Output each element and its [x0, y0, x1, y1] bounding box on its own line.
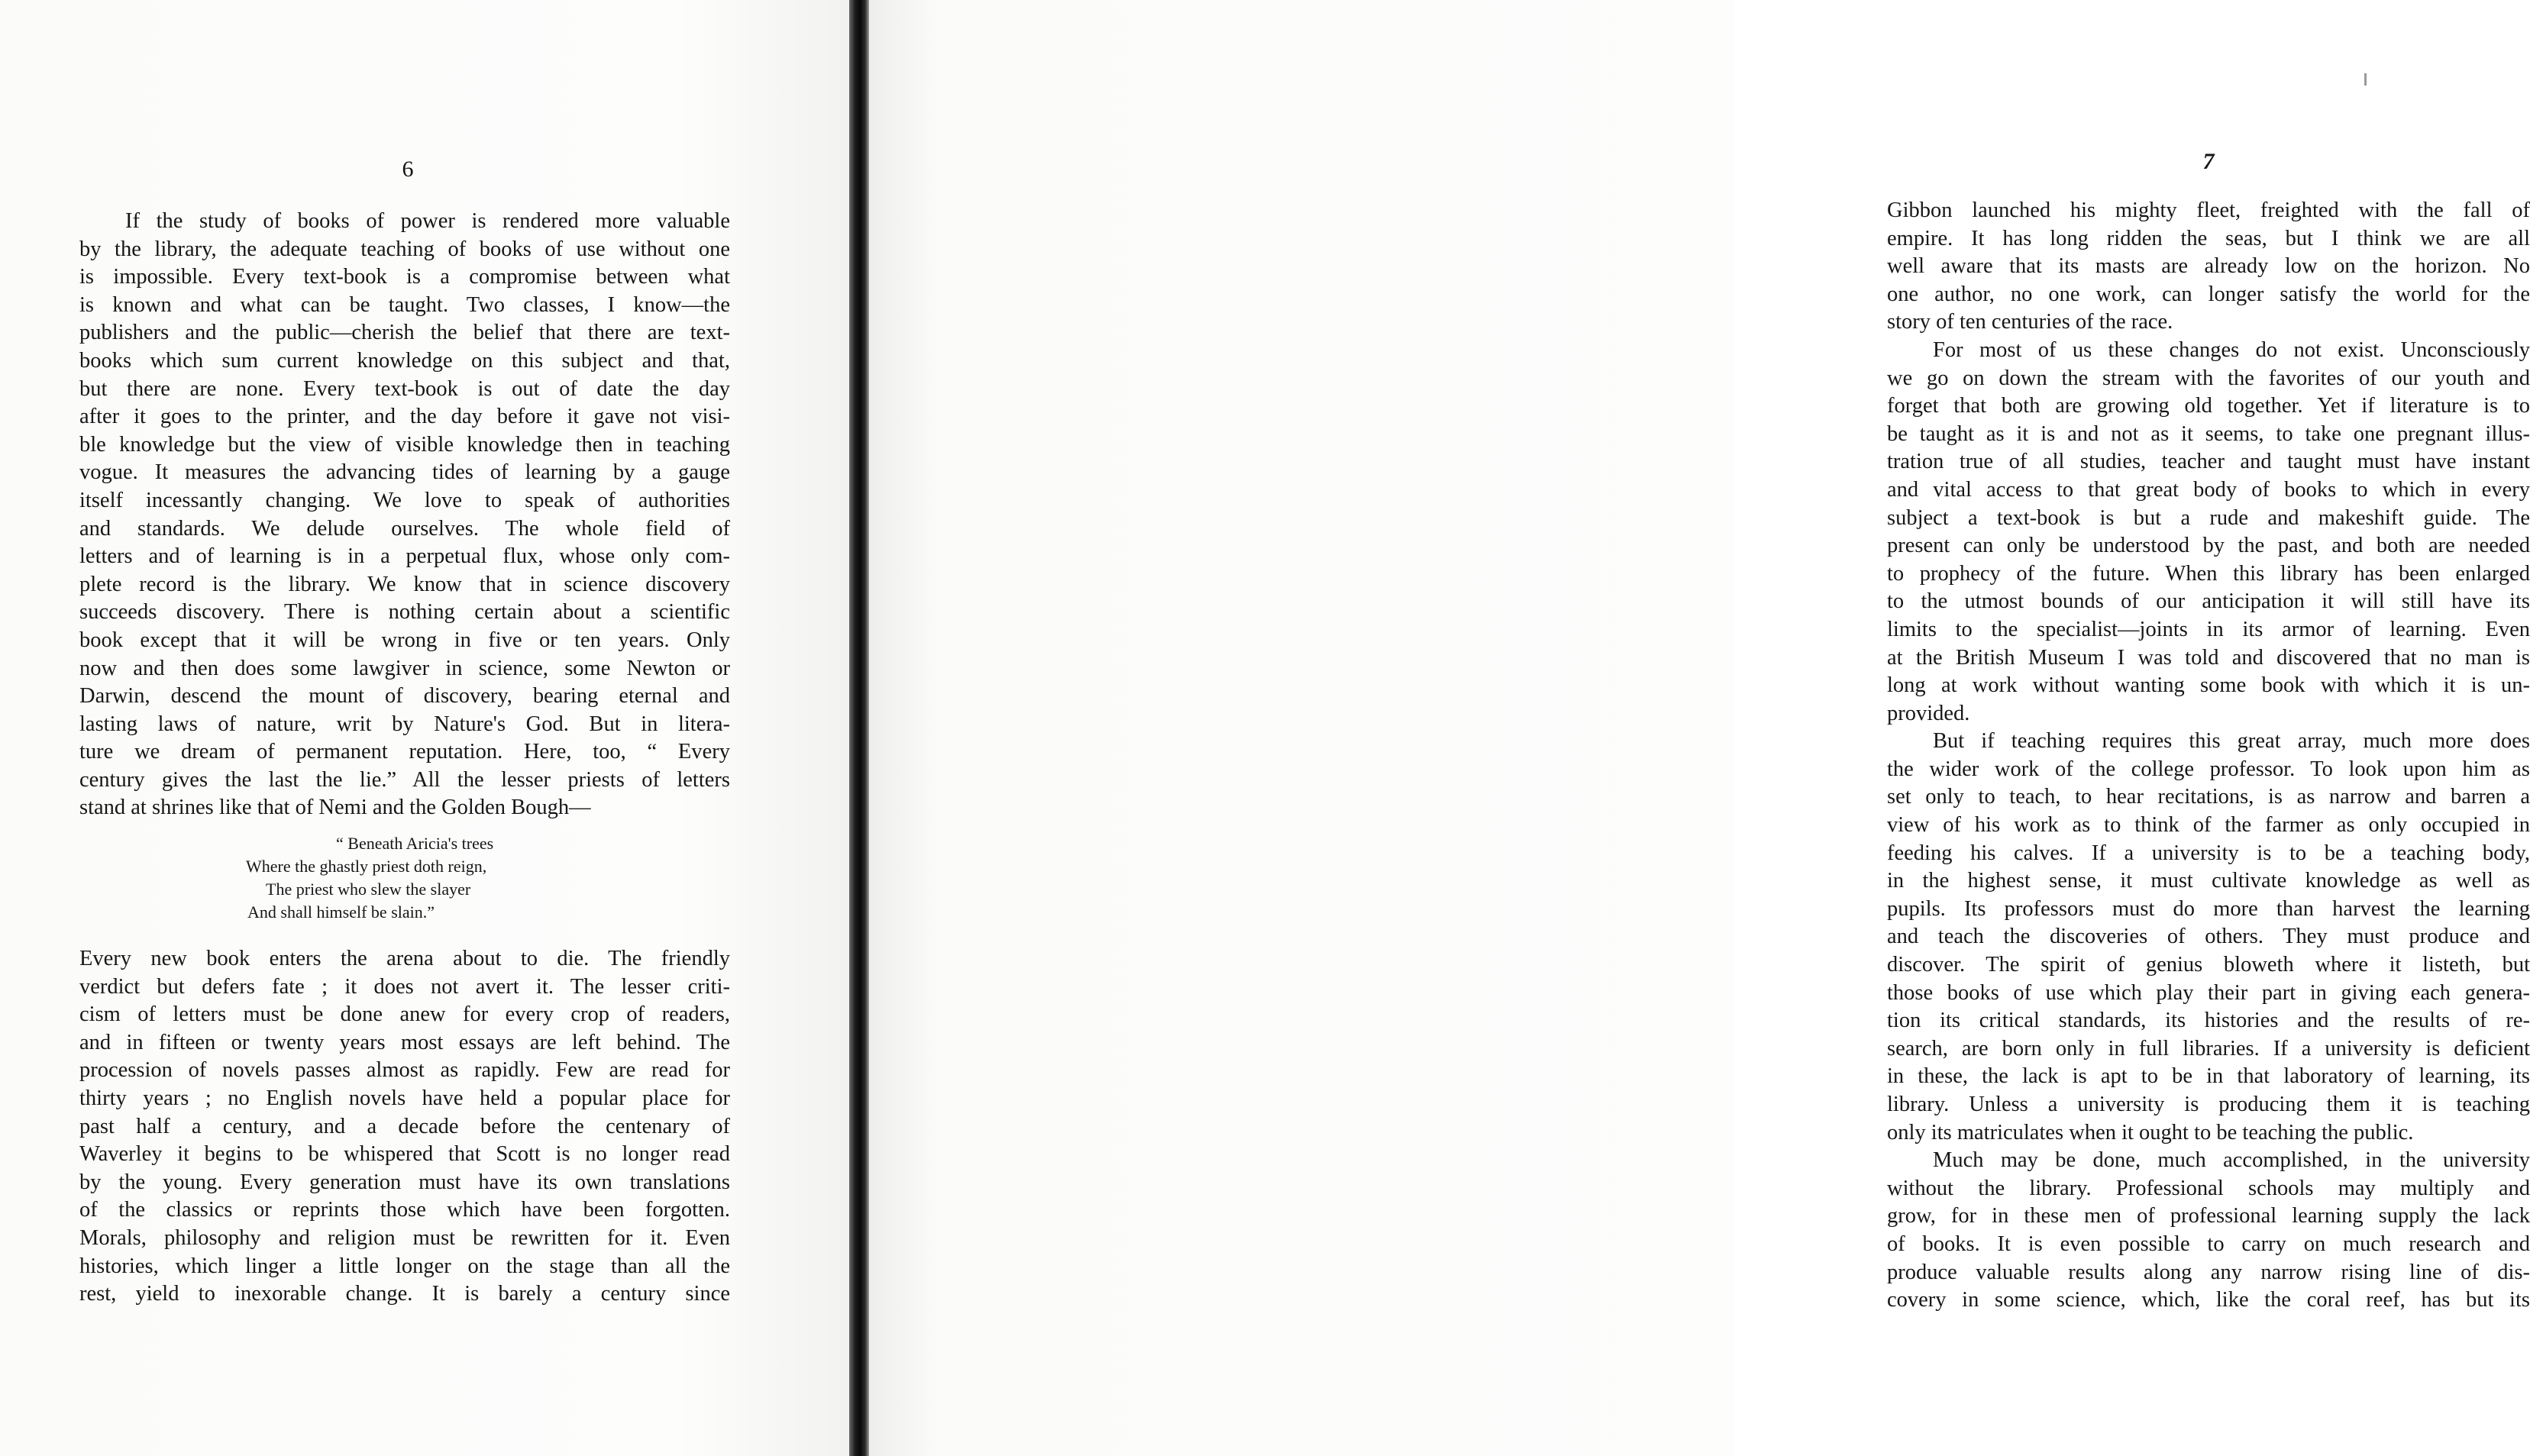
- left-page: [0, 0, 849, 1456]
- verse-line: And shall himself be slain.”: [247, 902, 435, 922]
- verse-line: The priest who slew the slayer: [266, 880, 471, 899]
- text-line: century gives the last the lie.” All the lesser priests of letters: [79, 767, 730, 792]
- text-line: of books. It is even possible to carry on much research and: [1887, 1232, 2530, 1256]
- text-line: book except that it will be wrong in five or ten years. Only: [79, 628, 730, 652]
- text-line: by the young. Every generation must have its own translations: [79, 1170, 730, 1194]
- text-line: Gibbon launched his mighty fleet, freighted with the fall of: [1887, 199, 2530, 222]
- text-line: itself incessantly changing. We love to speak of authorities: [79, 488, 730, 512]
- text-line: in the highest sense, it must cultivate knowledge as well as: [1887, 869, 2530, 893]
- text-line: Much may be done, much accomplished, in the university: [1933, 1148, 2530, 1173]
- text-line: one author, no one work, can longer satisfy the world for the: [1887, 282, 2530, 306]
- text-line: pupils. Its professors must do more than harvest the learning: [1887, 896, 2530, 921]
- text-line: well aware that its masts are already low on the horizon. No: [1887, 254, 2530, 279]
- text-line: search, are born only in full libraries. If a university is deficient: [1887, 1036, 2530, 1061]
- text-line: ble knowledge but the view of visible knowledge then in teaching: [79, 432, 730, 457]
- text-line: and standards. We delude ourselves. The whole field of: [79, 516, 730, 541]
- text-line: plete record is the library. We know that in science discovery: [79, 572, 730, 596]
- text-line: view of his work as to think of the farmer as only occupied in: [1887, 813, 2530, 838]
- text-line: For most of us these changes do not exist. Unconsciously: [1933, 337, 2530, 362]
- text-line: present can only be understood by the past, and both are needed: [1887, 534, 2530, 558]
- text-line: But if teaching requires this great array, much more does: [1933, 729, 2530, 754]
- text-line: forget that both are growing old together. Yet if literature is to: [1887, 394, 2530, 418]
- text-line: without the library. Professional schools may multiply and: [1887, 1176, 2530, 1200]
- text-line: vogue. It measures the advancing tides of learning by a gauge: [79, 460, 730, 485]
- text-line: succeeds discovery. There is nothing certain about a scientific: [79, 600, 730, 625]
- text-line: verdict but defers fate ; it does not avert it. The lesser criti-: [79, 974, 730, 999]
- text-line: but there are none. Every text-book is out of date the day: [79, 376, 730, 401]
- text-line: at the British Museum I was told and discovered that no man is: [1887, 645, 2530, 670]
- text-line: we go on down the stream with the favorites of our youth and: [1887, 366, 2530, 390]
- text-line: by the library, the adequate teaching of books of use without one: [79, 237, 730, 261]
- text-line: procession of novels passes almost as rapidly. Few are read for: [79, 1058, 730, 1083]
- text-line: those books of use which play their part in giving each genera-: [1887, 980, 2530, 1005]
- verse-line: “ Beneath Aricia's trees: [336, 834, 494, 853]
- text-line: Darwin, descend the mount of discovery, bearing eternal and: [79, 684, 730, 709]
- book-gutter: [849, 0, 869, 1456]
- text-line: empire. It has long ridden the seas, but I think we are all: [1887, 226, 2530, 250]
- text-line: after it goes to the printer, and the day before it gave not visi-: [79, 405, 730, 429]
- text-line: and teach the discoveries of others. They must produce and: [1887, 925, 2530, 949]
- text-line: now and then does some lawgiver in science, some Newton or: [79, 656, 730, 680]
- text-line: rest, yield to inexorable change. It is barely a century since: [79, 1282, 730, 1306]
- text-line: provided.: [1887, 701, 1970, 725]
- text-line: long at work without wanting some book with which it is un-: [1887, 673, 2530, 698]
- text-line: the wider work of the college professor. To look upon him as: [1887, 757, 2530, 781]
- text-line: histories, which linger a little longer on the stage than all the: [79, 1254, 730, 1278]
- text-line: thirty years ; no English novels have held a popular place for: [79, 1086, 730, 1110]
- text-line: If the study of books of power is rendered more valuable: [125, 209, 730, 233]
- text-line: tration true of all studies, teacher and taught must have instant: [1887, 450, 2530, 474]
- text-line: is known and what can be taught. Two classes, I know—the: [79, 292, 730, 317]
- text-line: grow, for in these men of professional learning supply the lack: [1887, 1204, 2530, 1228]
- text-line: letters and of learning is in a perpetual flux, whose only com-: [79, 544, 730, 569]
- text-line: and in fifteen or twenty years most essays are left behind. The: [79, 1030, 730, 1054]
- text-line: set only to teach, to hear recitations, is as narrow and barren a: [1887, 785, 2530, 809]
- text-column: [1887, 197, 2530, 1315]
- verse-line: Where the ghastly priest doth reign,: [246, 857, 487, 876]
- text-line: library. Unless a university is producing them it is teaching: [1887, 1093, 2530, 1116]
- text-line: tion its critical standards, its histories and the results of re-: [1887, 1009, 2530, 1033]
- text-line: lasting laws of nature, writ by Nature's God. But in litera-: [79, 712, 730, 736]
- text-line: books which sum current knowledge on this subject and that,: [79, 348, 730, 373]
- paper-speck: [2364, 73, 2367, 86]
- text-line: to the utmost bounds of our anticipation it will still have its: [1887, 589, 2530, 614]
- page-number: 7: [2202, 149, 2215, 174]
- text-line: subject a text-book is but a rude and makeshift guide. The: [1887, 505, 2530, 530]
- text-line: discover. The spirit of genius bloweth where it listeth, but: [1887, 953, 2530, 977]
- text-line: Morals, philosophy and religion must be rewritten for it. Even: [79, 1225, 730, 1250]
- verse-quotation: [244, 832, 641, 924]
- text-line: be taught as it is and not as it seems, to take one pregnant illus-: [1887, 421, 2530, 446]
- paragraph: [79, 945, 730, 1309]
- page-number: 6: [402, 157, 414, 182]
- right-page: [869, 0, 2530, 1456]
- text-line: in these, the lack is apt to be in that laboratory of learning, its: [1887, 1064, 2530, 1089]
- text-line: past half a century, and a decade before the centenary of: [79, 1114, 730, 1138]
- text-line: and vital access to that great body of books to which in every: [1887, 477, 2530, 502]
- text-line: of the classics or reprints those which have been forgotten.: [79, 1198, 730, 1222]
- text-line: limits to the specialist—joints in its armor of learning. Even: [1887, 617, 2530, 641]
- text-line: story of ten centuries of the race.: [1887, 310, 2173, 334]
- text-line: ture we dream of permanent reputation. Here, too, “ Every: [79, 740, 730, 764]
- text-line: Waverley it begins to be whispered that Scott is no longer read: [79, 1142, 730, 1167]
- text-line: publishers and the public—cherish the belief that there are text-: [79, 321, 730, 345]
- text-line: only its matriculates when it ought to be teaching the public.: [1887, 1120, 2414, 1144]
- text-line: cism of letters must be done anew for every crop of readers,: [79, 1002, 730, 1027]
- text-line: covery in some science, which, like the coral reef, has but its: [1887, 1288, 2530, 1312]
- text-line: stand at shrines like that of Nemi and the Golden Bough—: [79, 796, 591, 820]
- text-line: produce valuable results along any narrow rising line of dis-: [1887, 1260, 2530, 1284]
- text-line: Every new book enters the arena about to die. The friendly: [79, 947, 730, 970]
- text-line: feeding his calves. If a university is to be a teaching body,: [1887, 841, 2530, 865]
- text-line: is impossible. Every text-book is a compromise between what: [79, 265, 730, 289]
- text-line: to prophecy of the future. When this library has been enlarged: [1887, 561, 2530, 586]
- paragraph: [79, 208, 730, 822]
